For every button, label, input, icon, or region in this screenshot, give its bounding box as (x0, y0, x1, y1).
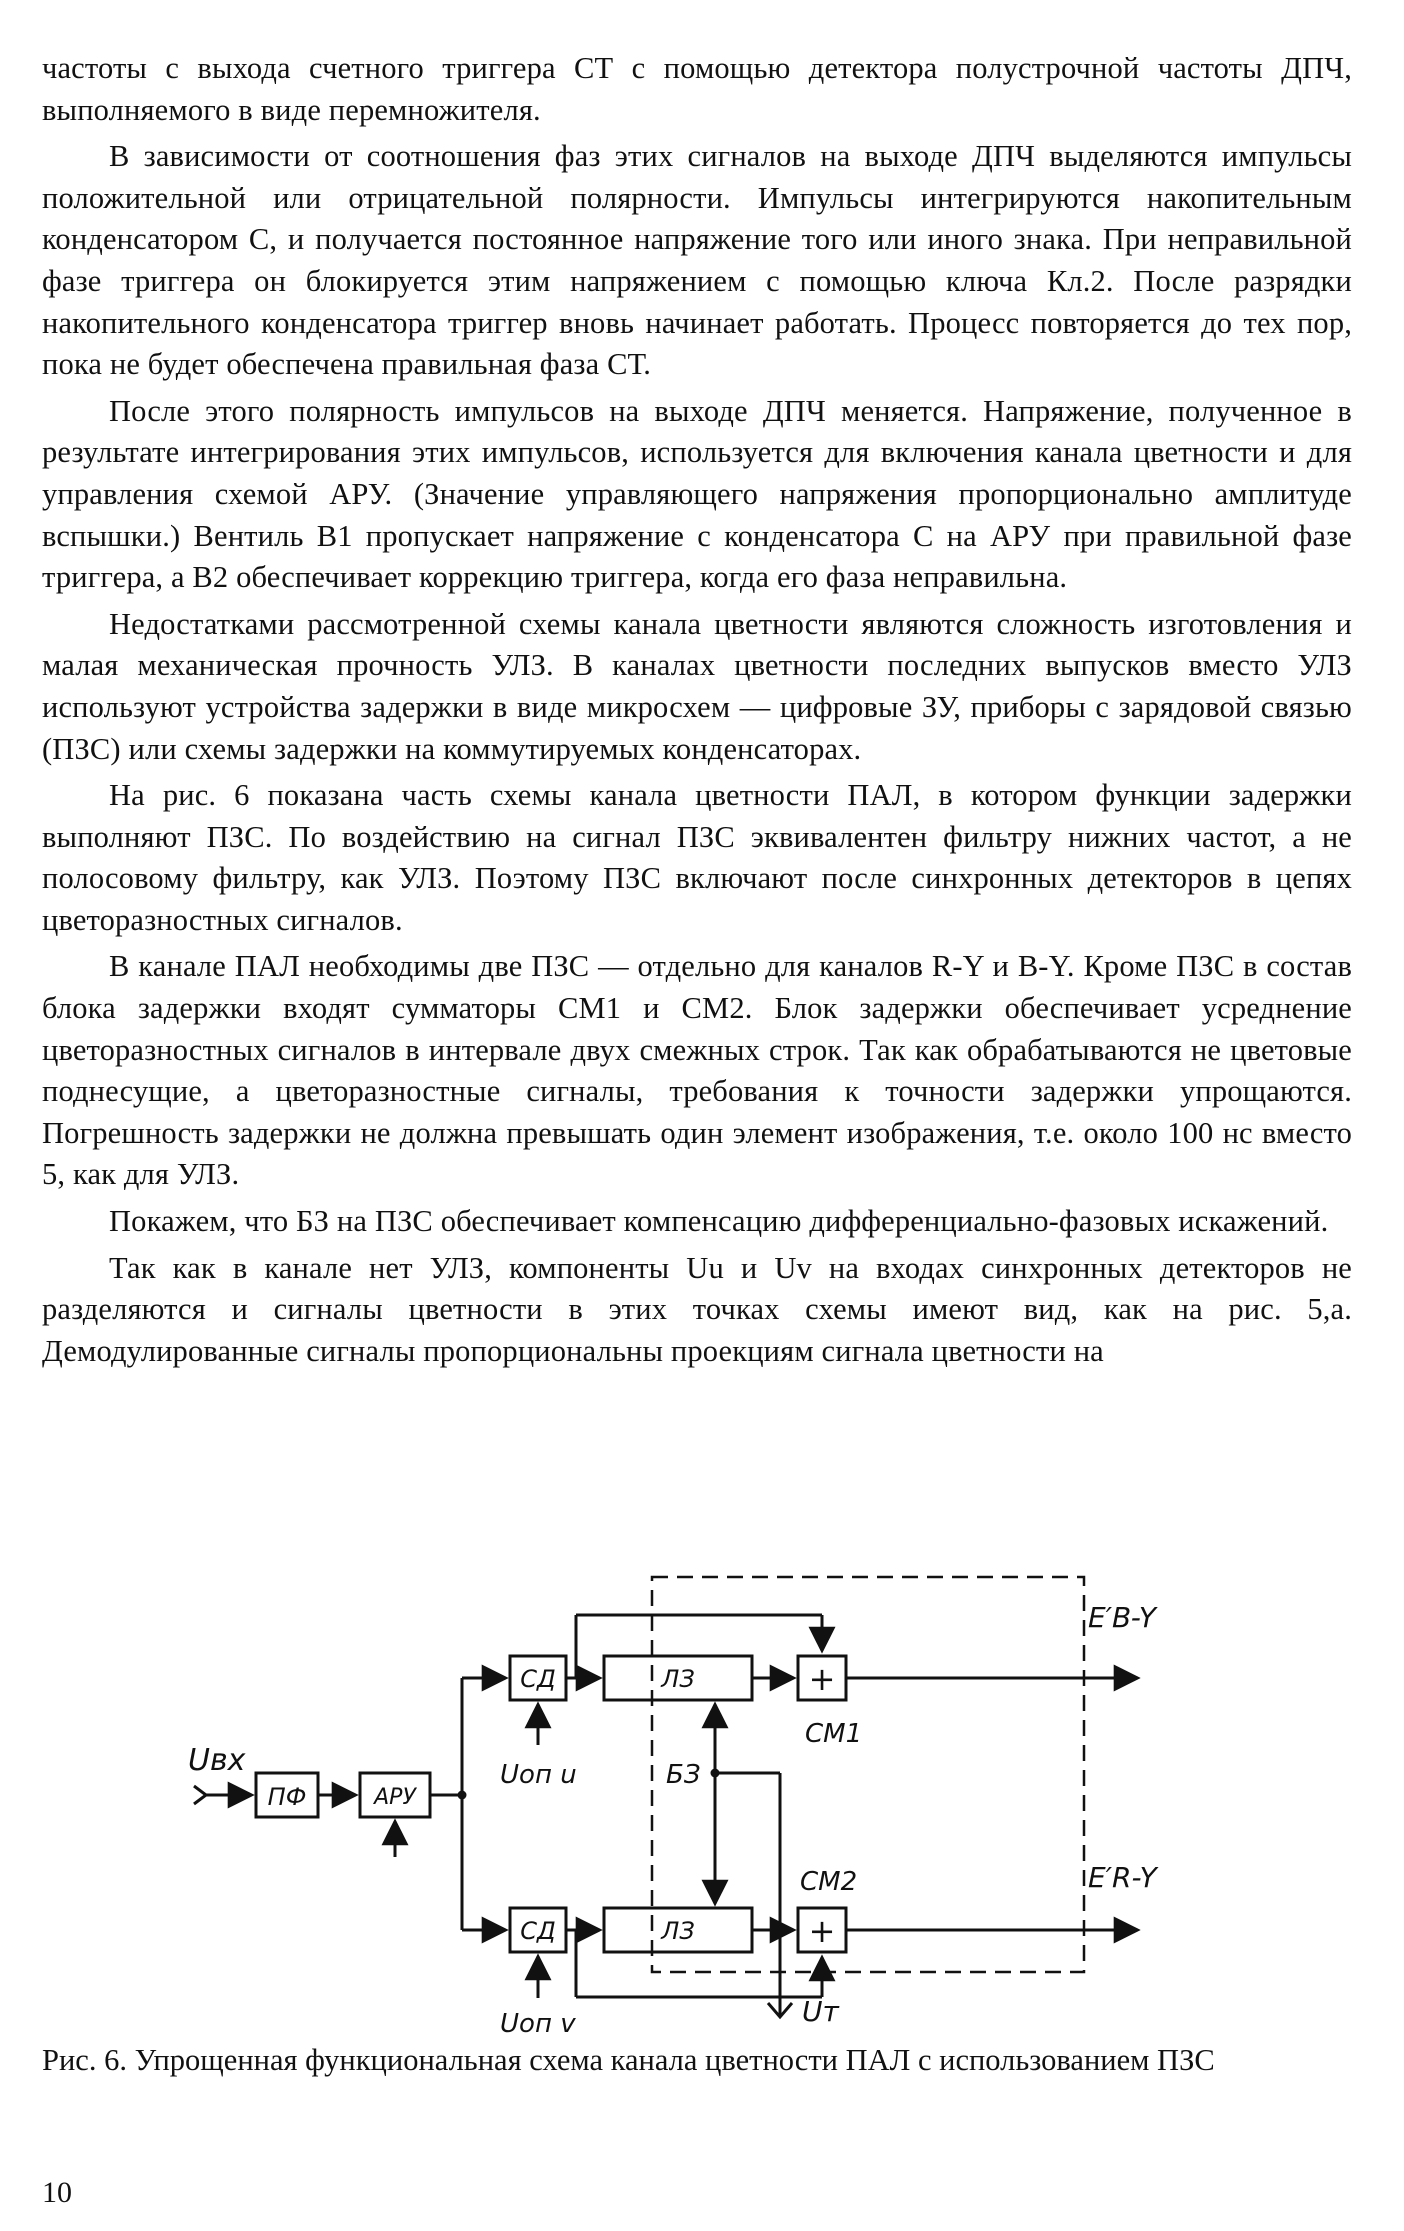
label-u-t: Uт (802, 1995, 839, 2028)
label-u-op-u: Uоп u (500, 1760, 577, 1790)
paragraph: В канале ПАЛ необходимы две ПЗС — отдельно для каналов R-Y и B-Y. Кроме ПЗС в состав блока задержки входят сумматоры СМ1 и СМ2. Блок задержки обеспечивает усреднение цветоразностных сигналов в интервале двух смежных строк. Так как обрабатываются не цветовые поднесущие, а цветоразностные сигналы, требования к точности задержки упрощаются. Погрешность задержки не должна превышать один элемент изображения, т.е. около 100 нс вместо 5, как для УЛЗ. (42, 949, 1352, 1192)
page-number: 10 (42, 2176, 72, 2209)
paragraph: На рис. 6 показана часть схемы канала цветности ПАЛ, в котором функции задержки выполняют ПЗС. По воздействию на сигнал ПЗС эквивалентен фильтру нижних частот, а не полосовому фильтру, как УЛЗ. Поэтому ПЗС включают после синхронных детекторов в цепях цветоразностных сигналов. (42, 778, 1352, 937)
label-bz: БЗ (666, 1760, 701, 1790)
input-chevron (194, 1786, 206, 1804)
block-sd-bottom-label: СД (520, 1917, 556, 1945)
paragraph: Так как в канале нет УЛЗ, компоненты Uu и Uv на входах синхронных детекторов не разделяются и сигналы цветности в этих точках схемы имеют вид, как на рис. 5,а. Демодулированные сигналы пропорциональны проекциям сигнала цветности на (42, 1250, 1352, 1368)
label-output-ry: E′R-Y (1088, 1861, 1157, 1894)
block-adder-top-label: + (808, 1660, 836, 1698)
figure-caption: Рис. 6. Упрощенная функциональная схема канала цветности ПАЛ с использованием ПЗС (42, 2043, 1215, 2077)
label-u-op-v: Uоп v (500, 2009, 576, 2039)
label-cm1: СМ1 (805, 1719, 863, 1749)
paragraph: Покажем, что БЗ на ПЗС обеспечивает компенсацию дифференциально-фазовых искажений. (109, 1204, 1329, 1239)
paragraph: частоты с выхода счетного триггера СТ с помощью детектора полустрочной частоты ДПЧ, выполняемого в виде перемножителя. (42, 51, 1352, 127)
block-lz-bottom-label: ЛЗ (661, 1917, 695, 1945)
input-label: Uвх (188, 1743, 246, 1778)
label-output-by: E′B-Y (1088, 1601, 1156, 1634)
text-body (42, 48, 1352, 1377)
block-adder-bottom-label: + (808, 1912, 836, 1950)
paragraph: После этого полярность импульсов на выходе ДПЧ меняется. Напряжение, полученное в результате интегрирования этих импульсов, используется для включения канала цветности и для управления схемой АРУ. (Значение управляющего напряжения пропорционально амплитуде вспышки.) Вентиль В1 пропускает напряжение с конденсатора С на АРУ при правильной фазе триггера, а В2 обеспечивает коррекцию триггера, когда его фаза неправильна. (42, 393, 1352, 595)
diagram-svg (170, 1545, 1160, 2040)
label-cm2: СМ2 (800, 1867, 858, 1897)
block-sd-top-label: СД (520, 1665, 556, 1693)
figure-block-diagram (170, 1545, 1160, 2040)
block-lz-top-label: ЛЗ (661, 1665, 695, 1693)
paragraph: В зависимости от соотношения фаз этих сигналов на выходе ДПЧ выделяются импульсы положительной или отрицательной полярности. Импульсы интегрируются накопительным конденсатором С, и получается постоянное напряжение того или иного знака. При неправильной фазе триггера он блокируется этим напряжением с помощью ключа Кл.2. После разрядки накопительного конденсатора триггер вновь начинает работать. Процесс повторяется до тех пор, пока не будет обеспечена правильная фаза СТ. (42, 139, 1352, 382)
block-aru-label: АРУ (374, 1785, 416, 1810)
block-pf-label: ПФ (267, 1783, 307, 1811)
paragraph: Недостатками рассмотренной схемы канала цветности являются сложность изготовления и малая механическая прочность УЛЗ. В каналах цветности последних выпусков вместо УЛЗ используют устройства задержки в виде микросхем — цифровые ЗУ, приборы с зарядовой связью (ПЗС) или схемы задержки на коммутируемых конденсаторах. (42, 606, 1352, 766)
